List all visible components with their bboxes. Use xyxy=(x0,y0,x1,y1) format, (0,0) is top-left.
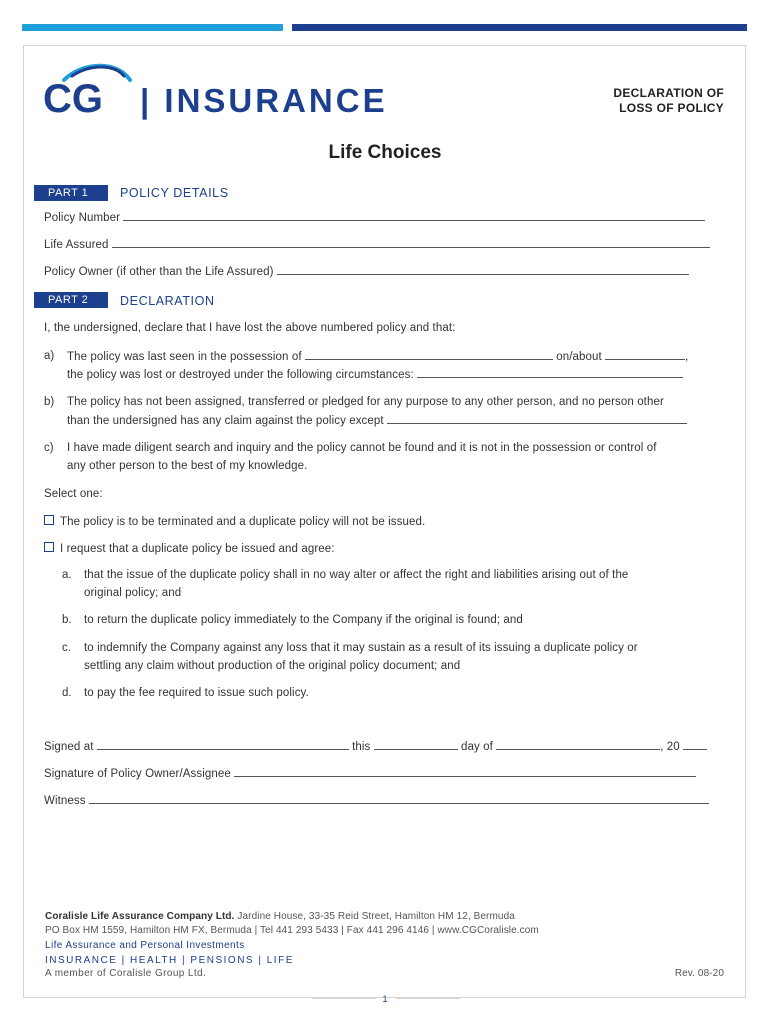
footer-member: A member of Coralisle Group Ltd. xyxy=(45,968,207,979)
page-title: Life Choices xyxy=(328,142,442,163)
policy-owner-label: Policy Owner (if other than the Life Assured) xyxy=(44,266,274,278)
logo-word: | INSURANCE xyxy=(140,82,388,119)
document-type-line2: LOSS OF POLICY xyxy=(619,101,724,115)
clause-c-line1: I have made diligent search and inquiry and the policy cannot be found and it is not in the possession or control of xyxy=(67,442,657,454)
sub-c-marker: c. xyxy=(62,642,71,654)
top-accent-bar-light xyxy=(22,24,283,31)
policy-owner-field[interactable] xyxy=(44,265,716,278)
clause-a-line2: the policy was lost or destroyed under the following circumstances: xyxy=(67,368,683,381)
signed-year-blank[interactable] xyxy=(683,740,707,750)
logo-mark: CG xyxy=(43,77,103,121)
footer-company-line xyxy=(45,911,515,922)
signed-day-blank[interactable] xyxy=(374,740,458,750)
clause-b-line2: than the undersigned has any claim against the policy except xyxy=(67,414,687,427)
last-seen-possession-blank[interactable] xyxy=(305,350,553,360)
cg-insurance-logo xyxy=(42,62,402,122)
signature-field[interactable] xyxy=(44,767,716,780)
signed-month-blank[interactable] xyxy=(496,740,660,750)
claim-exception-blank[interactable] xyxy=(387,414,687,424)
part2-heading: DECLARATION xyxy=(120,294,215,308)
part1-badge: PART 1 xyxy=(34,185,108,201)
signature-label: Signature of Policy Owner/Assignee xyxy=(44,768,231,780)
sub-d-marker: d. xyxy=(62,687,72,699)
witness-label: Witness xyxy=(44,795,86,807)
clause-c-line2: any other person to the best of my knowledge. xyxy=(67,460,308,472)
sub-c-line1: to indemnify the Company against any loss that it may sustain as a result of its issuing a duplicate policy or xyxy=(84,642,638,654)
policy-owner-blank[interactable] xyxy=(277,265,689,275)
policy-number-label: Policy Number xyxy=(44,212,121,224)
footer-revision: Rev. 08-20 xyxy=(674,968,724,979)
option-terminate[interactable]: The policy is to be terminated and a duplicate policy will not be issued. xyxy=(44,515,425,528)
sub-a-line1: that the issue of the duplicate policy shall in no way alter or affect the right and liabilities arising out of the xyxy=(84,569,629,581)
signed-at-place-blank[interactable] xyxy=(97,740,349,750)
clause-a-line1: The policy was last seen in the possession of on/about , xyxy=(67,351,689,363)
life-assured-label: Life Assured xyxy=(44,239,109,251)
on-about-date-blank[interactable] xyxy=(605,350,685,360)
signed-at-row: Signed at this day of , 20 xyxy=(44,740,707,753)
top-accent-bar-dark xyxy=(292,24,747,31)
sub-b-line1: to return the duplicate policy immediately to the Company if the original is found; and xyxy=(84,614,523,626)
sub-b-marker: b. xyxy=(62,614,72,626)
option-duplicate[interactable]: I request that a duplicate policy be issued and agree: xyxy=(44,542,335,555)
select-one-label: Select one: xyxy=(44,488,103,500)
clause-b-marker: b) xyxy=(44,396,55,408)
sub-d-line1: to pay the fee required to issue such policy. xyxy=(84,687,309,699)
policy-number-field[interactable] xyxy=(44,211,716,224)
sub-c-line2: settling any claim without production of the original policy document; and xyxy=(84,660,461,672)
document-type-line1: DECLARATION OF xyxy=(613,86,724,100)
footer-business-lines: INSURANCE | HEALTH | PENSIONS | LIFE xyxy=(45,955,294,966)
circumstances-blank[interactable] xyxy=(417,368,683,378)
option-terminate-checkbox[interactable] xyxy=(44,515,54,525)
option-duplicate-checkbox[interactable] xyxy=(44,542,54,552)
footer-company: Coralisle Life Assurance Company Ltd. xyxy=(45,911,235,922)
clause-a-marker: a) xyxy=(44,350,55,362)
footer-address: Jardine House, 33-35 Reid Street, Hamilton HM 12, Bermuda xyxy=(237,911,515,922)
declaration-intro: I, the undersigned, declare that I have lost the above numbered policy and that: xyxy=(44,322,456,334)
signature-blank[interactable] xyxy=(234,767,696,777)
sub-a-marker: a. xyxy=(62,569,72,581)
part1-heading: POLICY DETAILS xyxy=(120,186,229,200)
part2-badge: PART 2 xyxy=(34,292,108,308)
sub-a-line2: original policy; and xyxy=(84,587,182,599)
witness-field[interactable] xyxy=(44,794,716,807)
document-type xyxy=(613,86,724,116)
footer-contact: PO Box HM 1559, Hamilton HM FX, Bermuda | Tel 441 293 5433 | Fax 441 296 4146 | www.CGCoralisle.com xyxy=(45,925,539,936)
life-assured-field[interactable] xyxy=(44,238,716,251)
page-number: 1 xyxy=(382,994,388,1004)
clause-b-line1: The policy has not been assigned, transferred or pledged for any purpose to any other person, and no person other xyxy=(67,396,664,408)
clause-c-marker: c) xyxy=(44,442,54,454)
witness-blank[interactable] xyxy=(89,794,709,804)
footer-tagline: Life Assurance and Personal Investments xyxy=(45,940,245,951)
policy-number-blank[interactable] xyxy=(123,211,705,221)
life-assured-blank[interactable] xyxy=(112,238,710,248)
